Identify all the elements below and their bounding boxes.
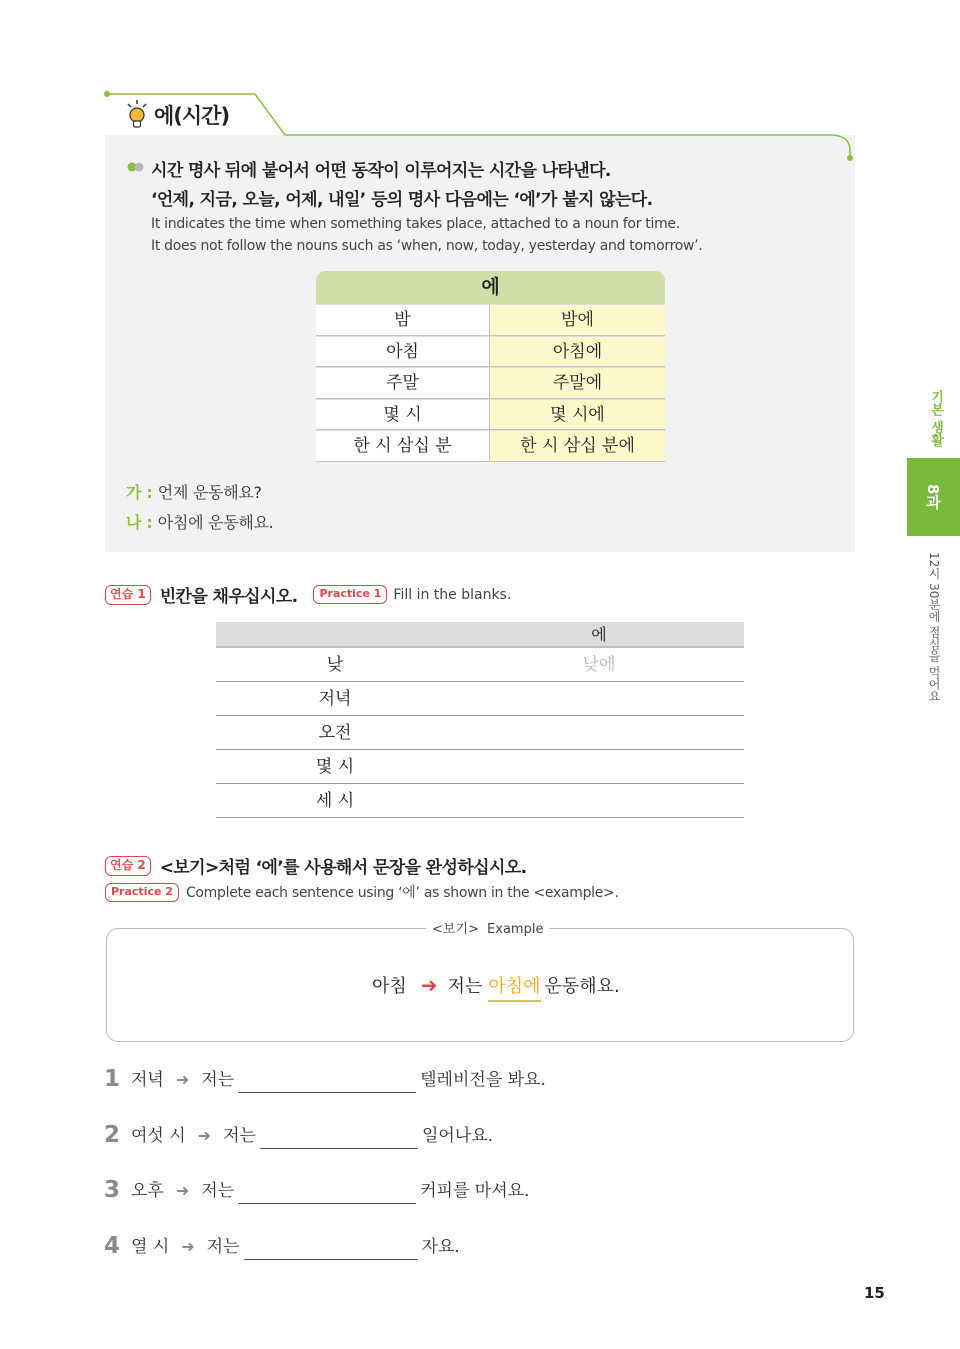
exercise-cue: 오후 [131,1181,164,1201]
answer-cell[interactable] [454,750,744,783]
table-row [316,304,665,336]
lightbulb-icon [126,100,148,130]
bullet-dots-icon [127,162,145,172]
grammar-description-ko-1: 시간 명사 뒤에 붙어서 어떤 동작이 이루어지는 시간을 나타낸다. [151,161,611,181]
practice1-table [216,622,744,818]
noun-cell: 한 시 삼십 분 [316,430,490,461]
example-sentence [372,972,620,998]
arrow-right-icon: ➜ [420,973,438,997]
exercise-number: 3 [104,1177,121,1203]
noun-cell: 주말 [316,367,490,398]
practice1-instruction-ko: 빈칸을 채우십시오. [159,587,298,607]
side-lesson-label: 8과 [924,484,942,510]
grammar-description-en-2: It does not follow the nouns such as ‘when, now, today, yesterday and tomorrow’. [151,238,703,254]
result-cell: 주말에 [490,367,665,398]
table-row [216,784,744,818]
table-row [216,716,744,750]
exercise-cue: 여섯 시 [131,1126,186,1146]
exercise-item [104,1063,546,1093]
answer-cell[interactable] [454,682,744,715]
arrow-right-icon: ➜ [181,1237,195,1256]
table-row [316,367,665,399]
answer-cell[interactable]: 낮에 [582,655,616,675]
noun-cell: 낮 [326,655,344,675]
practice2-instruction-en: Complete each sentence using ‘에’ as shown in the <example>. [185,885,619,901]
example-label-en: Example [487,922,544,937]
practice2-subheader [105,882,619,902]
side-unit-label: 기본 생활 [928,390,943,447]
example-label-ko: <보기> [432,922,479,937]
answer-blank[interactable] [238,1071,416,1093]
table-row [316,336,665,368]
arrow-right-icon: ➜ [175,1181,190,1200]
exercise-number: 2 [104,1122,121,1148]
exercise-subject: 저는 [223,1126,256,1146]
speaker-label: 가 [126,483,142,502]
answer-cell[interactable] [454,716,744,749]
practice1-table-header [216,622,744,648]
exercise-subject: 저는 [201,1181,235,1201]
exercise-cue: 열 시 [131,1237,170,1257]
practice1-badge-ko: 연습 1 [105,585,151,605]
noun-cell: 아침 [316,336,490,367]
practice1-badge-en: Practice 1 [313,585,387,604]
table-row [216,648,744,682]
answer-blank[interactable] [238,1182,416,1204]
exercise-cue: 저녁 [131,1070,164,1090]
side-lesson-tab[interactable] [907,458,960,536]
exercise-ending: 커피를 마셔요. [420,1181,530,1201]
table-row [316,430,665,462]
dialog-text: 아침에 운동해요. [157,513,274,532]
noun-cell: 오전 [318,723,352,743]
result-cell: 밤에 [490,304,665,335]
dialog-line-1: 가 : 언제 운동해요? [126,483,262,502]
practice1-instruction-en: Fill in the blanks. [393,586,512,603]
exercise-number: 4 [104,1233,121,1259]
answer-blank[interactable] [260,1127,418,1149]
exercise-item [104,1230,460,1260]
noun-cell: 몇 시 [315,757,355,777]
example-ending: 운동해요. [544,976,620,997]
practice2-badge-ko: 연습 2 [105,856,151,876]
noun-cell: 세 시 [315,791,355,811]
exercise-ending: 일어나요. [421,1126,494,1146]
noun-cell: 밤 [316,304,490,335]
conjugation-table [316,271,665,462]
table-row [316,399,665,431]
result-cell: 몇 시에 [490,399,665,430]
noun-cell: 저녁 [318,689,352,709]
practice2-instruction-ko: <보기>처럼 ‘에’를 사용해서 문장을 완성하십시오. [159,858,527,878]
arrow-right-icon: ➜ [197,1126,212,1145]
exercise-subject: 저는 [201,1070,235,1090]
example-cue: 아침 [372,976,407,997]
dialog-text: 언제 운동해요? [157,483,262,502]
example-highlight: 아침에 [488,972,540,1002]
example-label [426,918,549,937]
grammar-description-en-1: It indicates the time when something takes place, attached to a noun for time. [151,216,680,232]
exercise-item [104,1174,529,1204]
result-cell: 한 시 삼십 분에 [490,430,665,461]
arrow-right-icon: ➜ [175,1070,190,1089]
exercise-item [104,1119,493,1149]
grammar-title-text: 에(시간) [154,104,230,128]
practice2-badge-en: Practice 2 [105,883,179,902]
header-cell: 에 [591,625,607,644]
practice1-header [105,582,511,607]
conjugation-table-header: 에 [316,271,665,304]
grammar-title [126,100,229,130]
noun-cell: 몇 시 [316,399,490,430]
dialog-line-2: 나 : 아침에 운동해요. [126,513,274,532]
answer-blank[interactable] [244,1238,418,1260]
result-cell: 아침에 [490,336,665,367]
grammar-description-ko-2: ‘언제, 지금, 오늘, 어제, 내일’ 등의 명사 다음에는 ‘에’가 붙지 않는다. [151,190,653,210]
side-lesson-title: 12시 30분에 점심을 먹어요 [927,552,941,702]
table-row [216,682,744,716]
exercise-ending: 자요. [421,1237,460,1257]
table-row [216,750,744,784]
example-subject: 저는 [447,976,483,997]
exercise-ending: 텔레비전을 봐요. [420,1070,546,1090]
answer-cell[interactable] [454,784,744,817]
speaker-label: 나 [126,513,142,532]
practice2-header [105,853,526,878]
exercise-subject: 저는 [206,1237,240,1257]
exercise-number: 1 [104,1066,121,1092]
page-number: 15 [864,1284,885,1302]
